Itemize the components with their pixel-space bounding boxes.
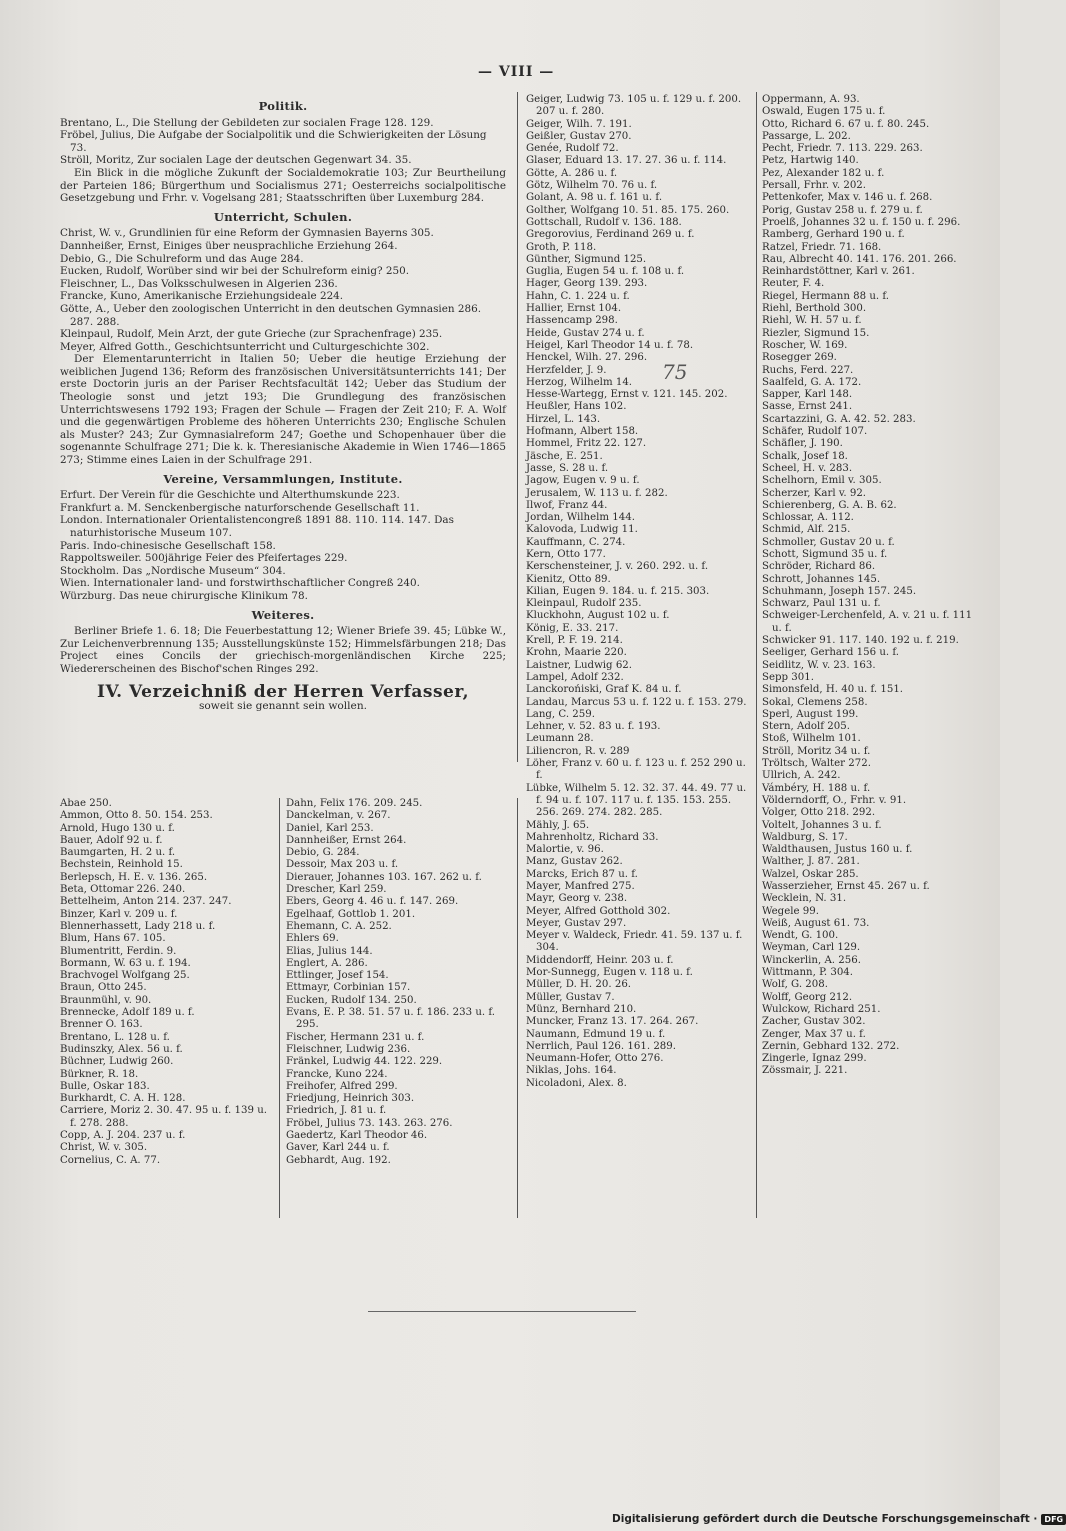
list-item: Middendorff, Heinr. 203 u. f. [526, 954, 674, 966]
list-item: Francke, Kuno 224. [286, 1068, 388, 1080]
dfg-logo: DFG [1041, 1514, 1066, 1525]
entry-list [60, 227, 506, 353]
list-item: Malortie, v. 96. [526, 844, 604, 856]
entry-list [60, 489, 506, 602]
section-heading: Weiteres. [251, 607, 315, 622]
index-column-c [526, 94, 750, 1090]
list-item: Simonsfeld, H. 40 u. f. 151. [762, 684, 904, 696]
list-item: Fröbel, Julius 73. 143. 263. 276. [286, 1117, 453, 1129]
list-item: Tröltsch, Walter 272. [762, 758, 871, 770]
list-item: Brachvogel Wolfgang 25. [60, 970, 190, 982]
list-item: Fleischner, L., Das Volksschulwesen in Algerien 236. [60, 277, 338, 290]
list-item: Seeliger, Gerhard 156 u. f. [762, 647, 899, 659]
list-item: Braun, Otto 245. [60, 982, 147, 994]
list-item: Ammon, Otto 8. 50. 154. 253. [60, 810, 213, 822]
list-item: Hahn, C. 1. 224 u. f. [526, 290, 630, 302]
list-item: Burkhardt, C. A. H. 128. [60, 1093, 186, 1105]
list-item: Schäfer, Rudolf 107. [762, 426, 868, 438]
list-item: Lehner, v. 52. 83 u. f. 193. [526, 721, 661, 733]
list-item: Copp, A. J. 204. 237 u. f. [60, 1130, 186, 1142]
list-item: Naumann, Edmund 19 u. f. [526, 1028, 666, 1040]
list-item: Cornelius, C. A. 77. [60, 1154, 161, 1166]
list-item: Krohn, Maarie 220. [526, 647, 627, 659]
list-item: Englert, A. 286. [286, 957, 368, 969]
list-item: Lanckorońiski, Graf K. 84 u. f. [526, 684, 682, 696]
index-column-b [286, 798, 500, 1167]
list-item: Hesse-Wartegg, Ernst v. 121. 145. 202. [526, 389, 728, 401]
list-item: Schröder, Richard 86. [762, 561, 876, 573]
list-item: Berlepsch, H. E. v. 136. 265. [60, 871, 208, 883]
section-unterricht [60, 211, 506, 467]
list-item: Völderndorff, O., Frhr. v. 91. [762, 794, 907, 806]
list-item: Bechstein, Reinhold 15. [60, 859, 183, 871]
list-item: Nicoladoni, Alex. 8. [526, 1077, 627, 1089]
list-item: Proelß, Johannes 32 u. f. 150 u. f. 296. [762, 216, 961, 228]
list-item: Schrott, Johannes 145. [762, 573, 881, 585]
list-item: Meyer, Alfred Gotthold 302. [526, 905, 671, 917]
list-item: Kluckhohn, August 102 u. f. [526, 610, 670, 622]
page-number: — VIII — [478, 64, 555, 80]
list-item: Baumgarten, H. 2 u. f. [60, 847, 176, 859]
list-item: Schierenberg, G. A. B. 62. [762, 499, 897, 511]
footer-text: Digitalisierung gefördert durch die Deutsche Forschungsgemeinschaft · [612, 1513, 1038, 1525]
list-item: Fränkel, Ludwig 44. 122. 229. [286, 1056, 443, 1068]
list-item: Heigel, Karl Theodor 14 u. f. 78. [526, 339, 694, 351]
list-item: Zacher, Gustav 302. [762, 1016, 866, 1028]
column-divider [279, 798, 280, 1218]
list-item: Hager, Georg 139. 293. [526, 278, 648, 290]
list-item: Henckel, Wilh. 27. 296. [526, 352, 648, 364]
list-item: Stoß, Wilhelm 101. [762, 733, 861, 745]
list-item: Scartazzini, G. A. 42. 52. 283. [762, 413, 916, 425]
list-item: Müller, D. H. 20. 26. [526, 979, 632, 991]
list-item: Debio, G. 284. [286, 847, 360, 859]
list-item: Gaver, Karl 244 u. f. [286, 1142, 390, 1154]
list-item: Geiger, Wilh. 7. 191. [526, 118, 632, 130]
list-item: Frankfurt a. M. Senckenbergische naturforschende Gesellschaft 11. [60, 501, 420, 514]
list-item: Lübke, Wilhelm 5. 12. 32. 37. 44. 49. 77 u. f. 94 u. f. 107. 117 u. f. 135. 153. 255. 256. 269. 274. 282. 285. [526, 782, 747, 819]
left-column [60, 94, 506, 717]
list-item: Götte, A., Ueber den zoologischen Unterricht in den deutschen Gymnasien 286. 287. 288. [60, 302, 482, 328]
list-item: Blennerhassett, Lady 218 u. f. [60, 920, 216, 932]
list-item: Gregorovius, Ferdinand 269 u. f. [526, 229, 695, 241]
list-item: Pez, Alexander 182 u. f. [762, 167, 885, 179]
list-item: Landau, Marcus 53 u. f. 122 u. f. 153. 279. [526, 696, 747, 708]
list-item: Dannheißer, Ernst 264. [286, 834, 407, 846]
list-item: Riegel, Hermann 88 u. f. [762, 290, 890, 302]
list-item: Braunmühl, v. 90. [60, 994, 152, 1006]
list-item: Schäfler, J. 190. [762, 438, 843, 450]
list-item: Fischer, Hermann 231 u. f. [286, 1031, 425, 1043]
section-vereine [60, 473, 506, 603]
list-item: Jagow, Eugen v. 9 u. f. [526, 475, 640, 487]
list-item: Manz, Gustav 262. [526, 856, 623, 868]
list-item: London. Internationaler Orientalistencongreß 1891 88. 110. 114. 147. Das naturhistorische Museum 107. [60, 514, 454, 539]
list-item: Stockholm. Das „Nordische Museum“ 304. [60, 564, 286, 577]
list-item: Schott, Sigmund 35 u. f. [762, 548, 888, 560]
list-item: Stern, Adolf 205. [762, 721, 850, 733]
list-item: Niklas, Johs. 164. [526, 1065, 617, 1077]
list-item: Hallier, Ernst 104. [526, 303, 622, 315]
list-item: Zenger, Max 37 u. f. [762, 1028, 866, 1040]
list-item: Münz, Bernhard 210. [526, 1003, 637, 1015]
column-divider [756, 92, 757, 1218]
section-politik [60, 100, 506, 205]
list-item: Saalfeld, G. A. 172. [762, 376, 862, 388]
list-item: Geißler, Gustav 270. [526, 130, 632, 142]
list-item: Reuter, F. 4. [762, 278, 825, 290]
list-item: Wulckow, Richard 251. [762, 1003, 881, 1015]
section-heading: Unterricht, Schulen. [213, 209, 353, 224]
list-item: Ratzel, Friedr. 71. 168. [762, 241, 882, 253]
list-item: Meyer, Alfred Gotth., Geschichtsunterricht und Culturgeschichte 302. [60, 340, 430, 353]
list-item: Sperl, August 199. [762, 708, 859, 720]
list-item: Eucken, Rudolf 134. 250. [286, 994, 417, 1006]
list-item: Rau, Albrecht 40. 141. 176. 201. 266. [762, 253, 957, 265]
list-item: Roscher, W. 169. [762, 339, 848, 351]
list-item: Rappoltsweiler. 500jährige Feier des Pfeifertages 229. [60, 552, 348, 565]
list-item: Bauer, Adolf 92 u. f. [60, 834, 163, 846]
list-item: Beta, Ottomar 226. 240. [60, 884, 186, 896]
list-item: Neumann-Hofer, Otto 276. [526, 1053, 664, 1065]
list-item: Volger, Otto 218. 292. [762, 807, 876, 819]
list-item: Mor-Sunnegg, Eugen v. 118 u. f. [526, 967, 693, 979]
list-item: König, E. 33. 217. [526, 622, 619, 634]
list-item: Schalk, Josef 18. [762, 450, 848, 462]
list-item: Kleinpaul, Rudolf, Mein Arzt, der gute Grieche (zur Sprachenfrage) 235. [60, 328, 443, 341]
list-item: Debio, G., Die Schulreform und das Auge 284. [60, 252, 304, 265]
list-item: Golant, A. 98 u. f. 161 u. f. [526, 192, 663, 204]
list-item: Gottschall, Rudolf v. 136. 188. [526, 216, 682, 228]
list-item: Scheel, H. v. 283. [762, 462, 853, 474]
list-item: Elias, Julius 144. [286, 945, 373, 957]
list-item: Geiger, Ludwig 73. 105 u. f. 129 u. f. 200. 207 u. f. 280. [526, 94, 742, 118]
list-item: Bormann, W. 63 u. f. 194. [60, 957, 191, 969]
list-item: Schweiger-Lerchenfeld, A. v. 21 u. f. 111 u. f. [762, 610, 973, 634]
list-item: Ramberg, Gerhard 190 u. f. [762, 229, 905, 241]
list-item: Vámbéry, H. 188 u. f. [762, 782, 871, 794]
list-item: Erfurt. Der Verein für die Geschichte und Alterthumskunde 223. [60, 489, 400, 502]
list-item: Mähly, J. 65. [526, 819, 590, 831]
list-item: Binzer, Karl v. 209 u. f. [60, 908, 178, 920]
list-item: Schwicker 91. 117. 140. 192 u. f. 219. [762, 635, 959, 647]
list-item: Hirzel, L. 143. [526, 413, 601, 425]
list-item: Hassencamp 298. [526, 315, 618, 327]
list-item: Schwarz, Paul 131 u. f. [762, 598, 881, 610]
list-item: Groth, P. 118. [526, 241, 597, 253]
index-column-a [60, 798, 272, 1167]
list-item: Heußler, Hans 102. [526, 401, 627, 413]
list-item: Zingerle, Ignaz 299. [762, 1053, 867, 1065]
list-item: Kienitz, Otto 89. [526, 573, 611, 585]
list-item: Liliencron, R. v. 289 [526, 745, 630, 757]
list-item: Wittmann, P. 304. [762, 967, 854, 979]
section-heading: Vereine, Versammlungen, Institute. [163, 471, 403, 486]
list-item: Ebers, Georg 4. 46 u. f. 147. 269. [286, 896, 459, 908]
list-item: Kerschensteiner, J. v. 260. 292. u. f. [526, 561, 709, 573]
list-item: Kleinpaul, Rudolf 235. [526, 598, 642, 610]
list-item: Evans, E. P. 38. 51. 57 u. f. 186. 233 u. f. 295. [286, 1007, 495, 1031]
list-item: Heide, Gustav 274 u. f. [526, 327, 645, 339]
list-item: Egelhaaf, Gottlob 1. 201. [286, 908, 416, 920]
section-paragraph: Der Elementarunterricht in Italien 50; Ueber die heutige Erziehung der weiblichen Jugend 136; Reform des französischen Universitätsunterrichts 141; Der erste Doctorin juris an der Pariser Rechtsfacultät 142; Ueber das Studium der Theologie sonst und jetzt 193; Die Grundlegung des französischen Unterrichtswesens 1792 193; Fragen der Schule — Fragen der Zeit 210; F. A. Wolf und die gegenwärtigen Probleme des höheren Unterrichts 230; Englische Schulen als Muster? 243; Zur Gymnasialreform 247; Goethe und Schopenhauer über die sogenannte Schulfrage 271; Die k. k. Theresianische Akademie in Wien 1746—1865 273; Stimme eines Laien in der Schulfrage 291. [60, 353, 506, 467]
list-item: Abae 250. [60, 798, 112, 809]
list-item: Wendt, G. 100. [762, 930, 839, 942]
list-item: Otto, Richard 6. 67 u. f. 80. 245. [762, 118, 930, 130]
list-item: Voltelt, Johannes 3 u. f. [762, 819, 882, 831]
list-item: Ilwof, Franz 44. [526, 499, 608, 511]
list-item: Ullrich, A. 242. [762, 770, 841, 782]
section-paragraph: Berliner Briefe 1. 6. 18; Die Feuerbestattung 12; Wiener Briefe 39. 45; Lübke W., Zur Leichenverbrennung 135; Ausstellungskünste 152; Himmelsfärbungen 218; Das Project eines Concils der griechisch-morgenländischen Kirche 225; Wiedererscheinen des Bischof'schen Ringes 292. [60, 625, 506, 675]
list-item: Oswald, Eugen 175 u. f. [762, 106, 886, 118]
pencil-annotation: 75 [662, 360, 688, 384]
list-item: Sasse, Ernst 241. [762, 401, 853, 413]
list-item: Bulle, Oskar 183. [60, 1080, 150, 1092]
list-item: Francke, Kuno, Amerikanische Erziehungsideale 224. [60, 290, 344, 303]
list-item: Meyer v. Waldeck, Friedr. 41. 59. 137 u. f. 304. [526, 930, 743, 954]
list-item: Ettlinger, Josef 154. [286, 970, 389, 982]
list-item: Drescher, Karl 259. [286, 884, 387, 896]
list-item: Dierauer, Johannes 103. 167. 262 u. f. [286, 871, 482, 883]
list-item: Jerusalem, W. 113 u. f. 282. [526, 487, 668, 499]
list-item: Herzfelder, J. 9. [526, 364, 607, 376]
list-item: Jordan, Wilhelm 144. [526, 512, 635, 524]
list-item: Günther, Sigmund 125. [526, 253, 647, 265]
list-item: Christ, W. v. 305. [60, 1142, 148, 1154]
list-item: Dahn, Felix 176. 209. 245. [286, 798, 423, 809]
list-item: Walzel, Oskar 285. [762, 868, 859, 880]
list-item: Reinhardstöttner, Karl v. 261. [762, 266, 915, 278]
list-item: Schuhmann, Joseph 157. 245. [762, 585, 917, 597]
list-item: Kern, Otto 177. [526, 548, 606, 560]
list-item: Freihofer, Alfred 299. [286, 1080, 398, 1092]
list-item: Krell, P. F. 19. 214. [526, 635, 623, 647]
list-item: Gaedertz, Karl Theodor 46. [286, 1130, 428, 1142]
list-item: Jäsche, E. 251. [526, 450, 603, 462]
list-item: Jasse, S. 28 u. f. [526, 462, 609, 474]
footer-credit [612, 1513, 1066, 1525]
list-item: Brentano, L., Die Stellung der Gebildeten zur socialen Frage 128. 129. [60, 116, 434, 129]
column-divider [517, 92, 518, 762]
list-item: Paris. Indo-chinesische Gesellschaft 158. [60, 539, 276, 552]
list-item: Ströll, Moritz 34 u. f. [762, 745, 871, 757]
list-item: Wegele 99. [762, 905, 819, 917]
list-item: Ehemann, C. A. 252. [286, 920, 392, 932]
list-item: Passarge, L. 202. [762, 130, 851, 142]
list-item: Bettelheim, Anton 214. 237. 247. [60, 896, 232, 908]
list-item: Sepp 301. [762, 671, 814, 683]
list-item: Riezler, Sigmund 15. [762, 327, 870, 339]
list-item: Schmid, Alf. 215. [762, 524, 851, 536]
list-item: Wecklein, N. 31. [762, 893, 847, 905]
list-item: Friedjung, Heinrich 303. [286, 1093, 415, 1105]
list-item: Kalovoda, Ludwig 11. [526, 524, 638, 536]
list-item: Nerrlich, Paul 126. 161. 289. [526, 1040, 676, 1052]
list-item: Lampel, Adolf 232. [526, 671, 624, 683]
list-item: Bürkner, R. 18. [60, 1068, 139, 1080]
list-item: Laistner, Ludwig 62. [526, 659, 633, 671]
list-item: Kauffmann, C. 274. [526, 536, 626, 548]
list-item: Ehlers 69. [286, 933, 339, 945]
list-item: Scherzer, Karl v. 92. [762, 487, 867, 499]
list-item: Eucken, Rudolf, Worüber sind wir bei der Schulreform einig? 250. [60, 265, 410, 278]
list-item: Hommel, Fritz 22. 127. [526, 438, 647, 450]
list-item: Mayer, Manfred 275. [526, 881, 635, 892]
list-item: Wien. Internationaler land- und forstwirthschaftlicher Congreß 240. [60, 577, 420, 590]
list-item: Weyman, Carl 129. [762, 942, 861, 954]
list-item: Dannheißer, Ernst, Einiges über neusprachliche Erziehung 264. [60, 239, 398, 252]
list-item: Golther, Wolfgang 10. 51. 85. 175. 260. [526, 204, 730, 216]
list-item: Christ, W. v., Grundlinien für eine Reform der Gymnasien Bayerns 305. [60, 227, 434, 240]
list-item: Zössmair, J. 221. [762, 1065, 848, 1077]
entry-list [60, 117, 506, 167]
list-item: Brentano, L. 128 u. f. [60, 1031, 170, 1043]
list-item: Blumentritt, Ferdin. 9. [60, 945, 177, 957]
list-item: Wolff, Georg 212. [762, 991, 853, 1003]
list-item: Walther, J. 87. 281. [762, 856, 860, 868]
list-item: Pecht, Friedr. 7. 113. 229. 263. [762, 143, 923, 155]
list-item: Götte, A. 286 u. f. [526, 167, 618, 179]
list-item: Glaser, Eduard 13. 17. 27. 36 u. f. 114. [526, 155, 727, 167]
list-item: Blum, Hans 67. 105. [60, 933, 166, 945]
list-item: Schelhorn, Emil v. 305. [762, 475, 882, 487]
list-item: Mahrenholtz, Richard 33. [526, 831, 659, 843]
end-rule [368, 1311, 636, 1312]
list-item: Riehl, W. H. 57 u. f. [762, 315, 862, 327]
list-item: Gebhardt, Aug. 192. [286, 1154, 391, 1166]
list-item: Wasserzieher, Ernst 45. 267 u. f. [762, 881, 930, 892]
index-column-d [762, 94, 974, 1078]
list-item: Winckerlin, A. 256. [762, 954, 861, 966]
list-item: Waldthausen, Justus 160 u. f. [762, 844, 913, 856]
list-item: Muncker, Franz 13. 17. 264. 267. [526, 1016, 699, 1028]
list-item: Ruchs, Ferd. 227. [762, 364, 854, 376]
list-item: Ettmayr, Corbinian 157. [286, 982, 411, 994]
index-heading: IV. Verzeichniß der Herren Verfasser, [97, 681, 469, 702]
list-item: Schlossar, A. 112. [762, 512, 854, 524]
list-item: Friedrich, J. 81 u. f. [286, 1105, 387, 1117]
list-item: Würzburg. Das neue chirurgische Klinikum 78. [60, 589, 308, 602]
list-item: Ströll, Moritz, Zur socialen Lage der deutschen Gegenwart 34. 35. [60, 154, 412, 167]
list-item: Lang, C. 259. [526, 708, 595, 720]
list-item: Brennecke, Adolf 189 u. f. [60, 1007, 195, 1019]
list-item: Carriere, Moriz 2. 30. 47. 95 u. f. 139 u. f. 278. 288. [60, 1105, 268, 1129]
list-item: Oppermann, A. 93. [762, 94, 860, 105]
list-item: Brenner O. 163. [60, 1019, 143, 1031]
list-item: Meyer, Gustav 297. [526, 917, 627, 929]
section-weiteres [60, 609, 506, 676]
list-item: Porig, Gustav 258 u. f. 279 u. f. [762, 204, 923, 216]
list-item: Hofmann, Albert 158. [526, 426, 639, 438]
list-item: Genée, Rudolf 72. [526, 143, 619, 155]
list-item: Kilian, Eugen 9. 184. u. f. 215. 303. [526, 585, 710, 597]
list-item: Rosegger 269. [762, 352, 837, 364]
list-item: Fleischner, Ludwig 236. [286, 1043, 411, 1055]
list-item: Herzog, Wilhelm 14. [526, 376, 633, 388]
list-item: Löher, Franz v. 60 u. f. 123 u. f. 252 290 u. f. [526, 758, 746, 782]
list-item: Leumann 28. [526, 733, 594, 745]
list-item: Danckelman, v. 267. [286, 810, 391, 822]
list-item: Riehl, Berthold 300. [762, 303, 867, 315]
list-item: Guglia, Eugen 54 u. f. 108 u. f. [526, 266, 685, 278]
section-paragraph: Ein Blick in die mögliche Zukunft der Socialdemokratie 103; Zur Beurtheilung der Parteien 186; Bürgerthum und Socialismus 271; Oesterreichs socialpolitische Gesetzgebung und Frhr. v. Vogelsang 281; Staatsschriften über Luxemburg 284. [60, 166, 506, 205]
list-item: Pettenkofer, Max v. 146 u. f. 268. [762, 192, 933, 204]
list-item: Wolf, G. 208. [762, 979, 828, 991]
list-item: Schmoller, Gustav 20 u. f. [762, 536, 895, 548]
list-item: Götz, Wilhelm 70. 76 u. f. [526, 180, 658, 192]
list-item: Sokal, Clemens 258. [762, 696, 868, 708]
index-subheading: soweit sie genannt sein wollen. [198, 700, 368, 713]
list-item: Dessoir, Max 203 u. f. [286, 859, 399, 871]
list-item: Weiß, August 61. 73. [762, 917, 870, 929]
list-item: Sapper, Karl 148. [762, 389, 853, 401]
section-heading: Politik. [258, 99, 308, 113]
list-item: Waldburg, S. 17. [762, 831, 848, 843]
list-item: Mayr, Georg v. 238. [526, 893, 628, 905]
list-item: Seidlitz, W. v. 23. 163. [762, 659, 876, 671]
list-item: Arnold, Hugo 130 u. f. [60, 822, 175, 834]
list-item: Fröbel, Julius, Die Aufgabe der Socialpolitik und die Schwierigkeiten der Lösung 73. [60, 129, 487, 154]
list-item: Müller, Gustav 7. [526, 991, 615, 1003]
list-item: Budinszky, Alex. 56 u. f. [60, 1043, 183, 1055]
list-item: Persall, Frhr. v. 202. [762, 180, 867, 192]
list-item: Zernin, Gebhard 132. 272. [762, 1040, 900, 1052]
list-item: Petz, Hartwig 140. [762, 155, 859, 167]
list-item: Marcks, Erich 87 u. f. [526, 868, 638, 880]
list-item: Büchner, Ludwig 260. [60, 1056, 174, 1068]
list-item: Daniel, Karl 253. [286, 822, 374, 834]
column-divider [517, 798, 518, 1218]
